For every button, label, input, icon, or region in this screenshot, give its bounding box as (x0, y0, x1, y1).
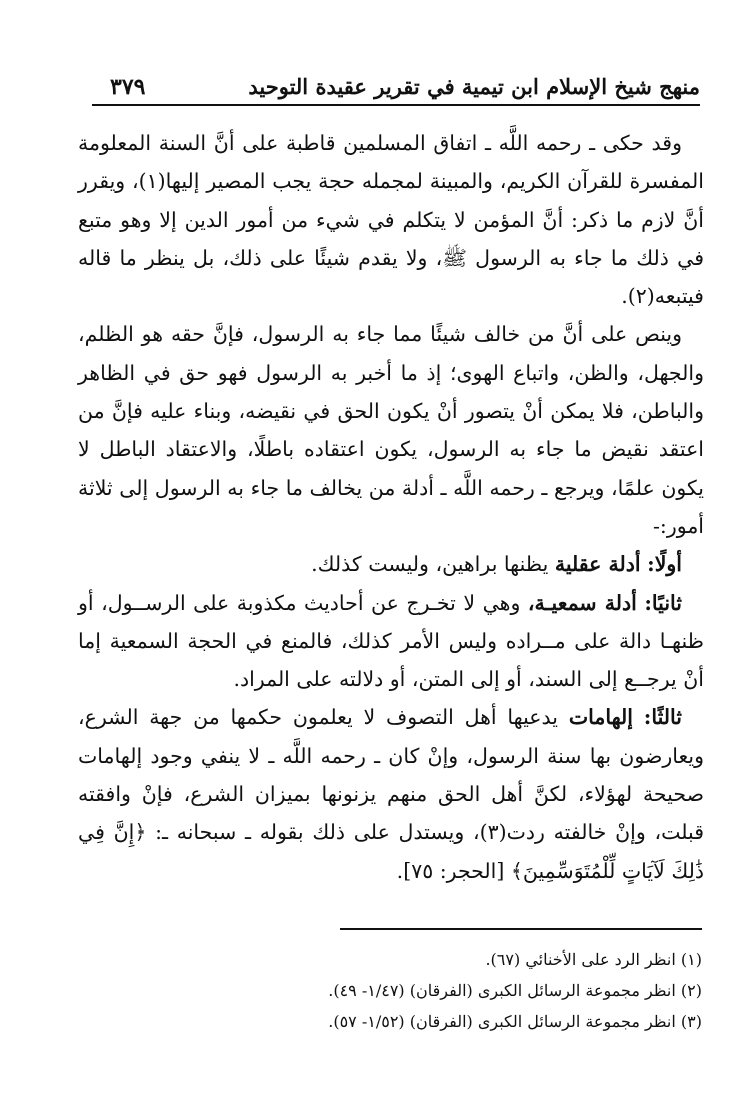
footnote-2: (٢) انظر مجموعة الرسائل الكبرى (الفرقان) (١/٤٧- ٤٩). (328, 981, 702, 1000)
page-header (92, 72, 700, 106)
paragraph-2: وينص على أنَّ من خالف شيئًا مما جاء به الرسول، فإنَّ حقه هو الظلم، والجهل، والظن، واتباع الهوى؛ إذ ما أخبر به الرسول فهو حق في الظاهر والباطن، فلا يمكن أنْ يتصور أنْ يكون الحق في نقيضه، وبناء عليه فإنَّ من اعتقد نقيض ما جاء به الرسول، يكون اعتقاده باطلًا، والاعتقاد الباطل لا يكون علمًا، ويرجع ـ رحمه اللَّه ـ أدلة من يخالف ما جاء به الرسول إلى ثلاثة أمور:- (78, 322, 704, 538)
item-lead: أولًا: (647, 552, 682, 577)
footnote-1: (١) انظر الرد على الأخنائي (٦٧). (485, 950, 702, 969)
running-title: منهج شيخ الإسلام ابن تيمية في تقرير عقيدة التوحيد (248, 74, 700, 99)
item-term: إلهامات (568, 705, 633, 730)
paragraph-1: وقد حكى ـ رحمه اللَّه ـ اتفاق المسلمين قاطبة على أنَّ السنة المعلومة المفسرة للقرآن الكريم، والمبينة لمجمله حجة يجب المصير إليها(١)، ويقرر أنَّ لازم ما ذكر: أنَّ المؤمن لا يتكلم في شيء من أمور الدين إلا وهو متبع في ذلك ما جاء به الرسول ﷺ، ولا يقدم شيئًا على ذلك، بل ينظر ما قاله فيتبعه(٢). (78, 131, 704, 309)
item-term: أدلة عقلية (554, 552, 641, 577)
item-lead: ثالثًا: (643, 705, 682, 730)
item-term: أدلة سمعيـة، (527, 590, 637, 615)
item-text: يدعيها أهل التصوف لا يعلمون حكمها من جهة الشرع، ويعارضون بها سنة الرسول، وإنْ كان ـ رحمه اللَّه ـ لا ينفي وجود إلهامات صحيحة لهؤلاء، لكنَّ أهل الحق منهم يزنونها بميزان الشرع، فإنْ وافقته قبلت، وإنْ خالفته ردت(٣)، ويستدل على ذلك بقوله ـ سبحانه ـ: ﴿إِنَّ فِي ذَٰلِكَ لَآيَاتٍ لِّلْمُتَوَسِّمِينَ﴾ [الحجر: ٧٥]. (78, 705, 704, 883)
list-item-first (78, 545, 704, 583)
item-text: وهي لا تخـرج عن أحاديث مكذوبة على الرســول، أو ظنهـا دالة على مــراده وليس الأمر كذلك، فالمنع في الحجة السمعية إما أنْ يرجــع إلى السند، أو إلى المتن، أو دلالته على المراد. (78, 590, 704, 692)
footnote-3: (٣) انظر مجموعة الرسائل الكبرى (الفرقان) (١/٥٢- ٥٧). (328, 1012, 702, 1031)
main-text (78, 124, 704, 890)
list-item-third (78, 698, 704, 889)
item-lead: ثانيًا: (644, 590, 682, 615)
page-number: ٣٧٩ (110, 74, 146, 100)
header-rule (92, 104, 700, 106)
item-text: يظنها براهين، وليست كذلك. (311, 552, 555, 577)
footnotes (52, 944, 702, 1037)
footnote-rule (340, 928, 702, 930)
list-item-second (78, 584, 704, 699)
